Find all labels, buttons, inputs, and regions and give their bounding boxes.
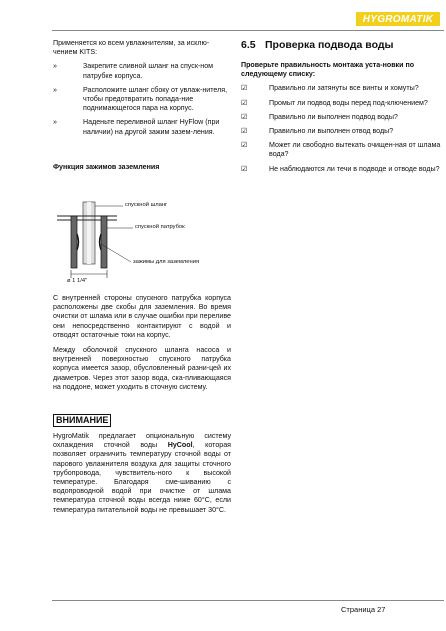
section-heading bbox=[241, 39, 441, 52]
checklist-text: Правильно ли выполнен отвод воды? bbox=[269, 127, 394, 136]
checkbox-checked-icon: ☑ bbox=[241, 164, 248, 173]
bullet-marker: » bbox=[53, 85, 57, 94]
grounding-paragraph-2: Между оболочкой спускного шланга насоса и внутренней поверхностью спускного патрубка корпуса имеется зазор, обусловленный разни-цей их диаметров. Через этот зазор вода, ска-пливающаяся на поддоне, может уходить в сточную систему. bbox=[53, 346, 231, 391]
checkbox-checked-icon: ☑ bbox=[241, 84, 248, 93]
bullet-text: Расположите шланг сбоку от увлаж-нителя, чтобы предотвратить попада-ние поднимающегося пара на корпус. bbox=[83, 85, 228, 113]
bullet-text: Наденьте переливной шланг HyFlow (при наличии) на другой зажим зазем-ления. bbox=[83, 118, 220, 136]
checkbox-checked-icon: ☑ bbox=[241, 112, 248, 121]
checklist-item bbox=[241, 99, 441, 108]
checklist-item bbox=[241, 113, 441, 122]
bullet-marker: » bbox=[53, 62, 57, 71]
checklist-item bbox=[241, 84, 441, 93]
bullet-item bbox=[53, 62, 231, 80]
warning-title: ВНИМАНИЕ bbox=[53, 414, 111, 427]
checklist-intro: Проверьте правильность монтажа уста-новки по следующему списку: bbox=[241, 61, 415, 79]
footer-rule bbox=[52, 600, 444, 601]
warning-paragraph bbox=[53, 432, 231, 515]
checklist-text: Правильно ли затянуты все винты и хомуты? bbox=[269, 84, 419, 93]
warning-text-post: , которая позволяет ограничить температуру сточной воды от парового увлажнителя воздуха для защиты сточного трубопровода, чувствитель-ного к высокой температуре. Благодаря сме-шиванию с водопроводной водой при очистке от шлама температура сточной воды всегда ниже 60°C, если температура питательной воды не превышает 30°C. bbox=[53, 441, 231, 514]
hygromatik-logo bbox=[356, 12, 440, 26]
label-ground-clamps: зажимы для заземления bbox=[133, 259, 200, 266]
checklist-item bbox=[241, 165, 441, 174]
grounding-paragraph-1: С внутренней стороны спускного патрубка корпуса расположены две скобы для заземления. Во время очистки от шлама или в случае ошибки при переливе они непосредственно контактируют с водой и отводят остаточные токи на корпус. bbox=[53, 294, 231, 339]
checklist-text: Может ли свободно вытекать очищен-ная от шлама вода? bbox=[269, 141, 441, 159]
grounding-clamp-diagram bbox=[53, 182, 231, 288]
checklist-item bbox=[241, 127, 441, 136]
grounding-subheading: Функция зажимов заземления bbox=[53, 162, 160, 171]
checkbox-checked-icon: ☑ bbox=[241, 127, 248, 136]
section-title: Проверка подвода воды bbox=[265, 39, 394, 51]
checklist-text: Не наблюдаются ли течи в подводе и отводе воды? bbox=[269, 164, 440, 173]
logo-text: HYGROMATIK bbox=[362, 13, 434, 25]
section-number: 6.5 bbox=[241, 39, 256, 51]
page-number: Страница 27 bbox=[341, 605, 386, 614]
checklist-text: Правильно ли выполнен подвод воды? bbox=[269, 112, 398, 121]
right-column bbox=[241, 39, 441, 174]
label-drain-hose: спускной шланг bbox=[125, 202, 168, 209]
checklist-item bbox=[241, 141, 441, 159]
checkbox-checked-icon: ☑ bbox=[241, 98, 248, 107]
checkbox-checked-icon: ☑ bbox=[241, 141, 248, 150]
warning-text-pre: HygroMatik предлагает опциональную систему охлаждения сточной воды bbox=[53, 432, 231, 450]
bullet-marker: » bbox=[53, 118, 57, 127]
checklist-text: Промыт ли подвод воды перед под-ключением? bbox=[269, 98, 428, 107]
bullet-text: Закрепите сливной шланг на спуск-ном патрубке корпуса. bbox=[83, 62, 214, 80]
drain-nozzle-drawing bbox=[53, 182, 231, 288]
bullet-item bbox=[53, 118, 231, 136]
label-drain-nozzle: спускной патрубок bbox=[135, 224, 185, 231]
warning-text-product: HyCool bbox=[167, 441, 193, 450]
bullet-item bbox=[53, 86, 231, 114]
left-intro: Применяется ко всем увлажнителям, за исклю-чением KITS: bbox=[53, 39, 210, 57]
header-rule bbox=[52, 30, 444, 31]
label-diameter: ø 1 1/4" bbox=[67, 278, 88, 285]
left-column bbox=[53, 39, 231, 515]
